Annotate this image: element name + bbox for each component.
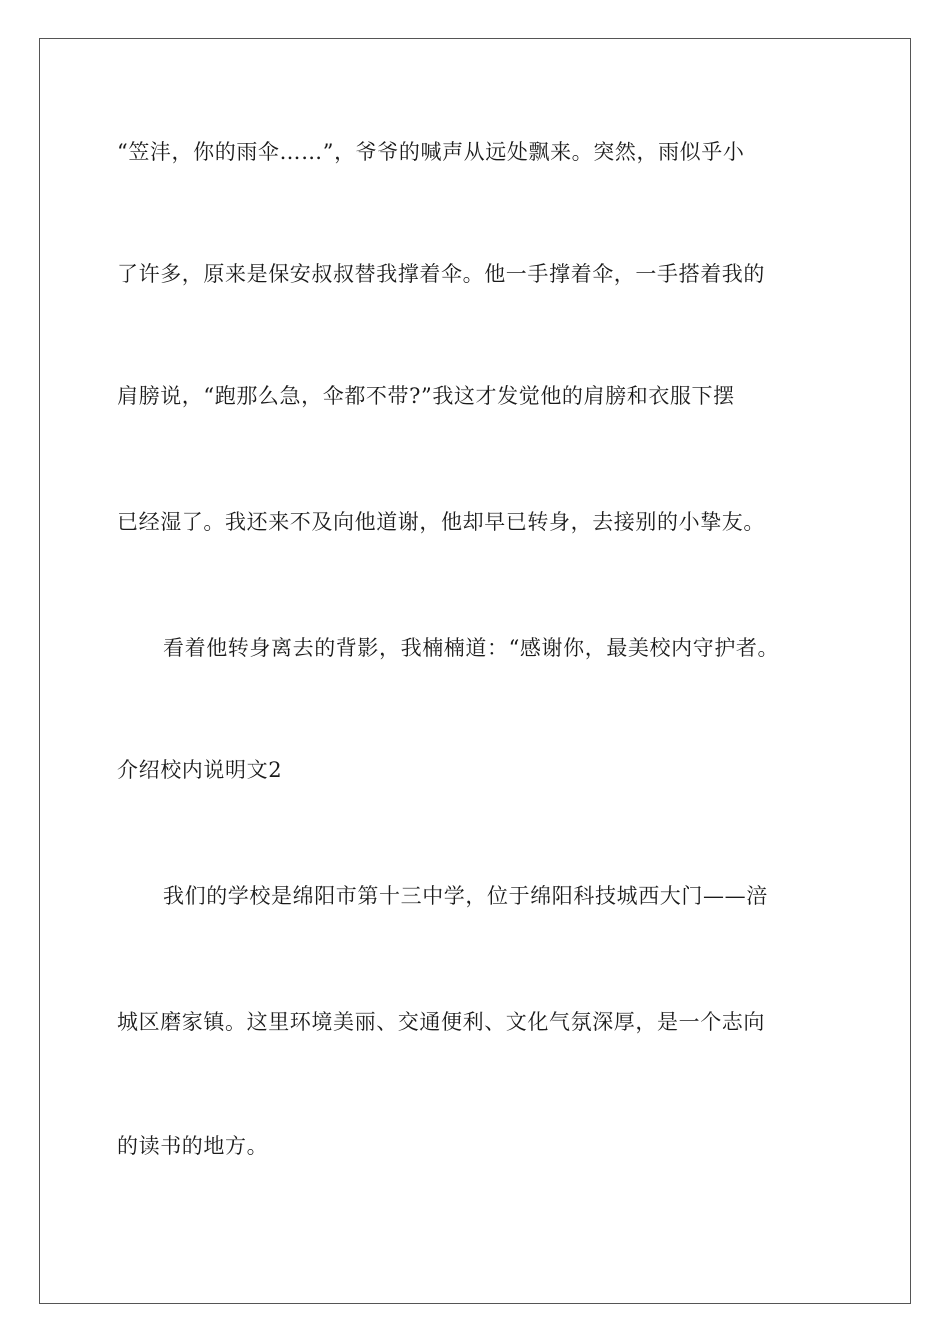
paragraph-line-2: 了许多，原来是保安叔叔替我撑着伞。他一手撑着伞，一手搭着我的 — [117, 262, 765, 286]
paragraph-line-5: 看着他转身离去的背影，我楠楠道：“感谢你，最美校内守护者。 — [163, 636, 780, 660]
paragraph-line-6: 我们的学校是绵阳市第十三中学，位于绵阳科技城西大门——涪 — [163, 884, 768, 908]
paragraph-line-8: 的读书的地方。 — [117, 1134, 269, 1158]
paragraph-line-1: “笠沣，你的雨伞……”，爷爷的喊声从远处飘来。突然，雨似乎小 — [117, 140, 745, 164]
section-heading: 介绍校内说明文2 — [117, 758, 283, 782]
paragraph-line-3: 肩膀说，“跑那么急，伞都不带?”我这才发觉他的肩膀和衣服下摆 — [117, 384, 735, 408]
page-border — [39, 38, 911, 1304]
paragraph-line-4: 已经湿了。我还来不及向他道谢，他却早已转身，去接别的小挚友。 — [117, 510, 765, 534]
paragraph-line-7: 城区磨家镇。这里环境美丽、交通便利、文化气氛深厚，是一个志向 — [117, 1010, 765, 1034]
